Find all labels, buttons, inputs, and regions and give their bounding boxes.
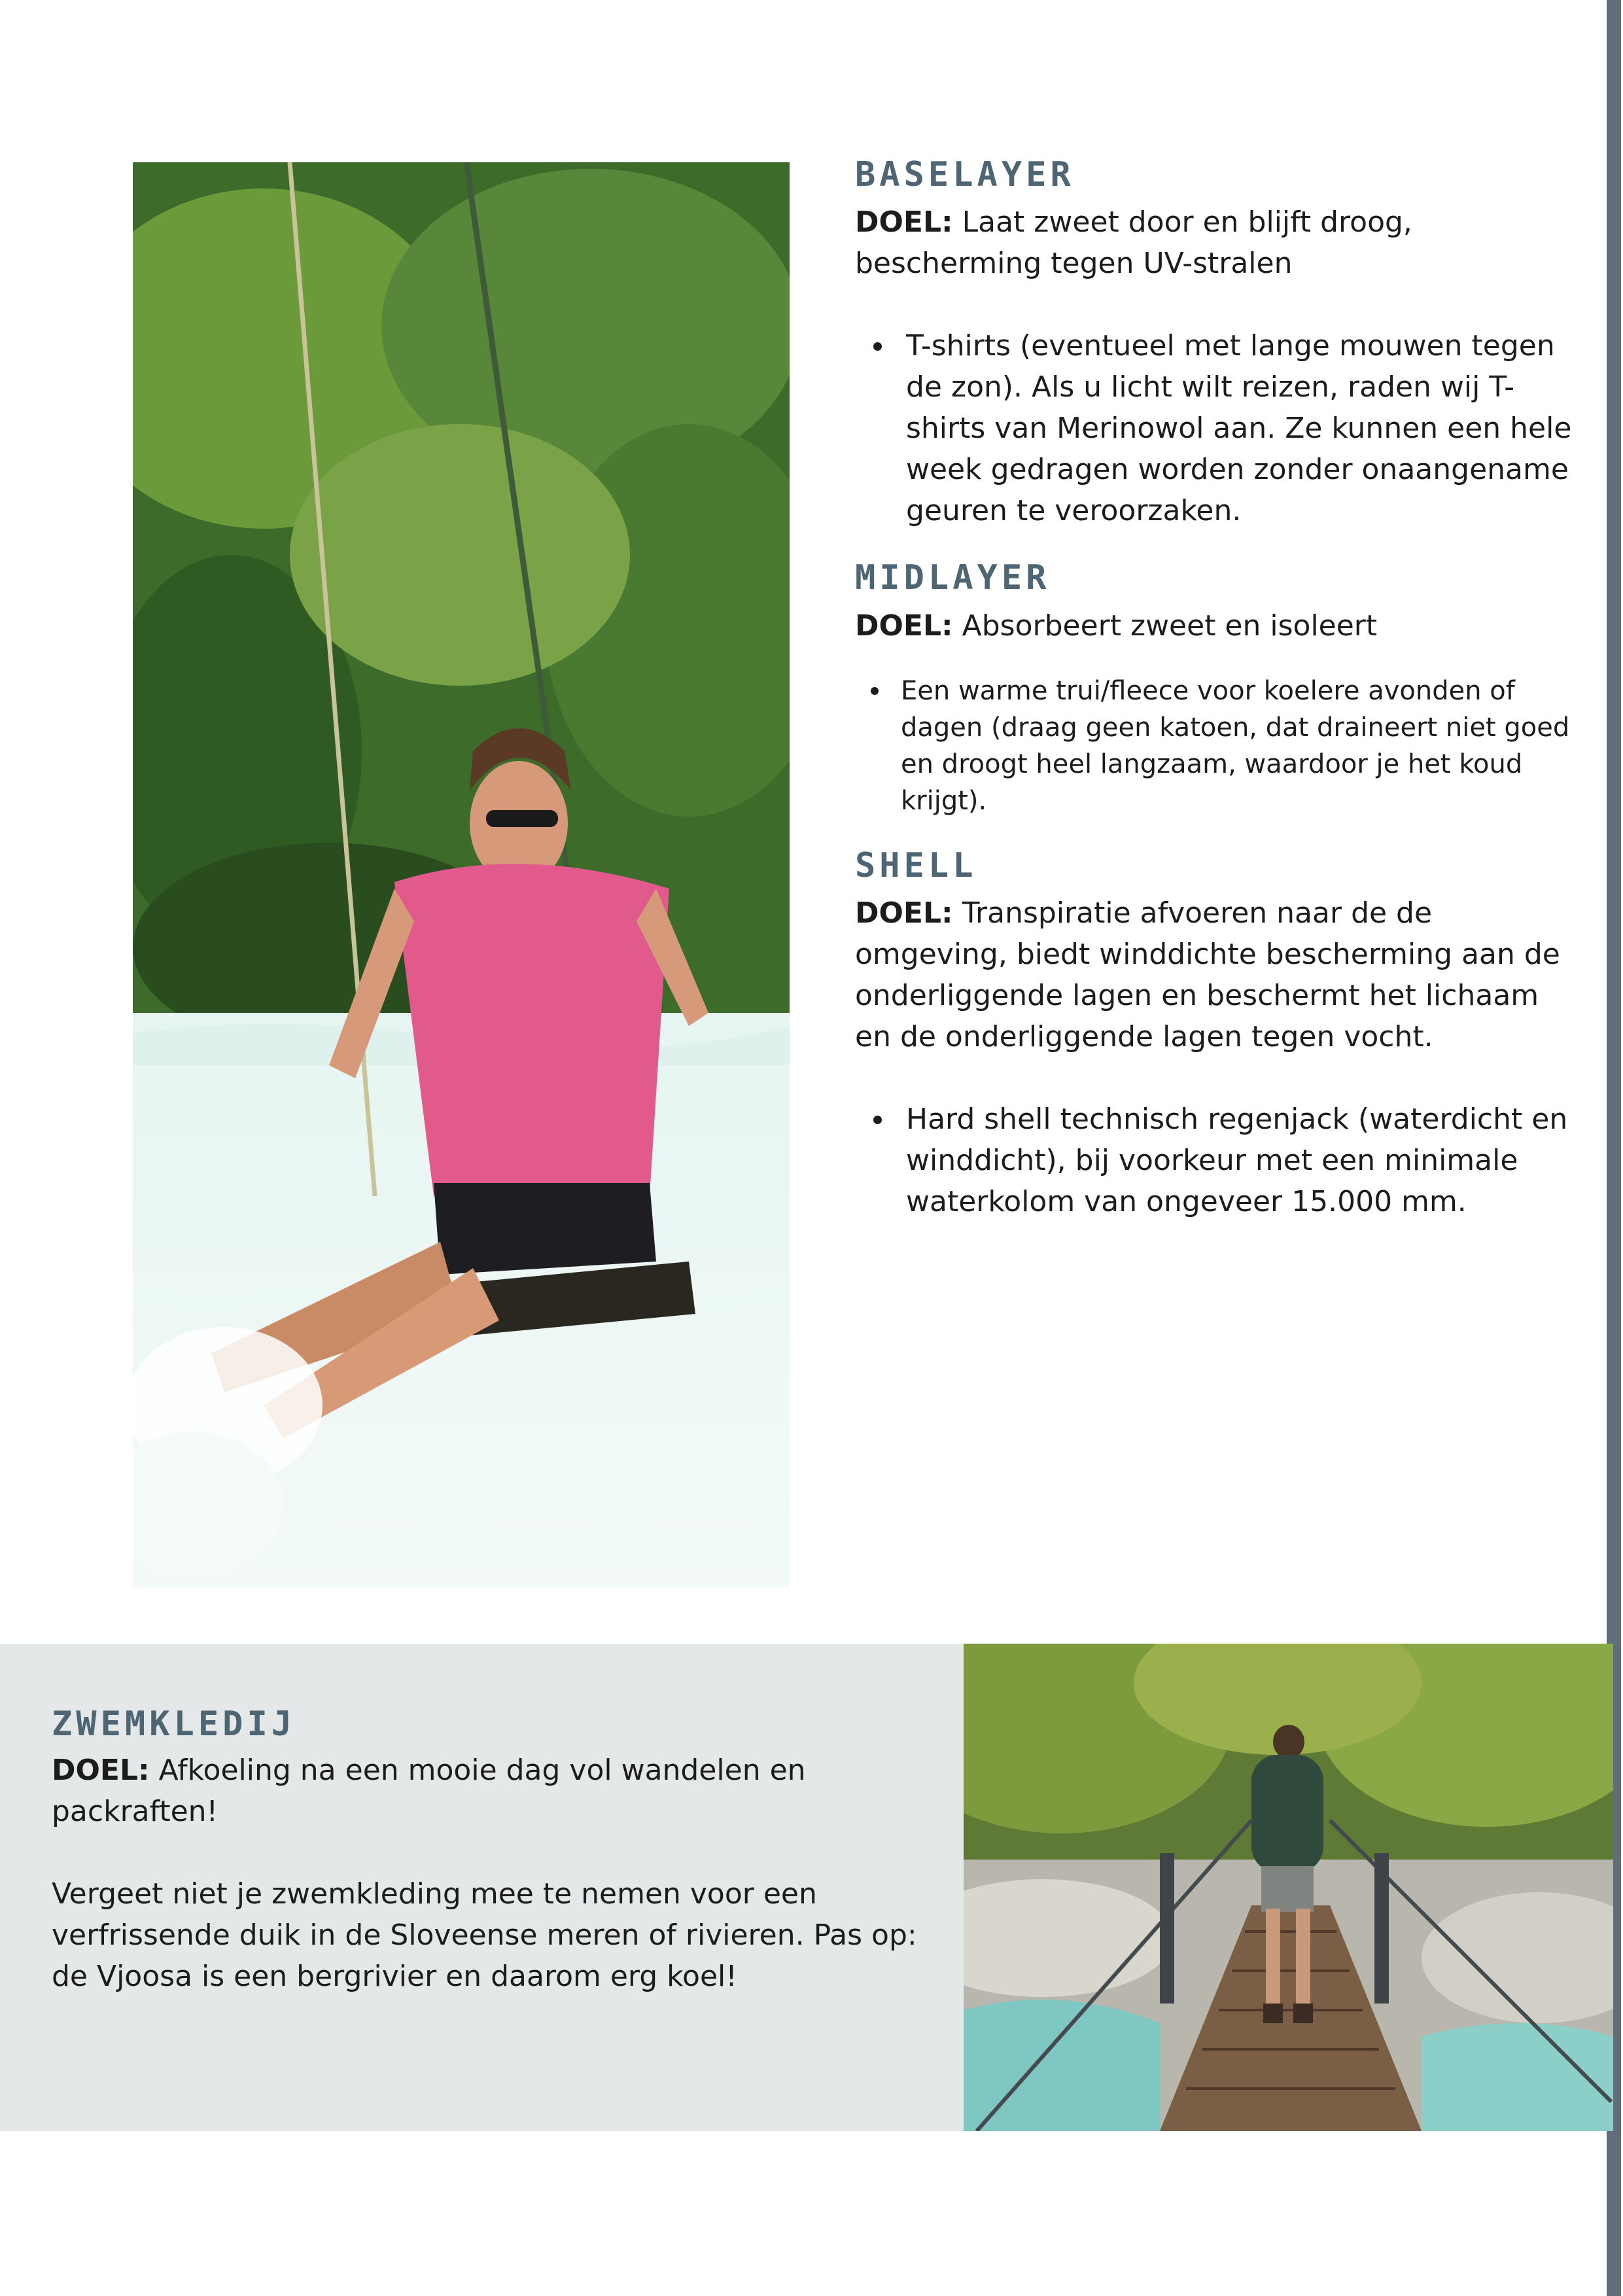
midlayer-goal	[855, 605, 1575, 646]
swimwear-goal	[52, 1750, 928, 1832]
goal-text: Laat zweet door en blijft droog, bescherming tegen UV-stralen	[855, 205, 1412, 281]
baselayer-heading: BASELAYER	[855, 155, 1075, 194]
baselayer-list	[855, 325, 1575, 531]
midlayer-heading: MIDLAYER	[855, 558, 1051, 598]
baselayer-section	[855, 154, 1575, 531]
midlayer-list	[855, 673, 1575, 819]
swimwear-text	[52, 1704, 928, 1997]
bridge-photo	[964, 1644, 1613, 2131]
goal-text: Afkoeling na een mooie dag vol wandelen en packraften!	[52, 1754, 806, 1829]
shell-heading: SHELL	[855, 845, 977, 885]
list-item: T-shirts (eventueel met lange mouwen tegen de zon). Als u licht wilt reizen, raden wij T-shirts van Merinowol aan. Ze kunnen een hele week gedragen worden zonder onaangename geuren te veroorzaken.	[855, 325, 1575, 531]
baselayer-goal	[855, 202, 1575, 284]
list-item: Hard shell technisch regenjack (waterdicht en winddicht), bij voorkeur met een minimale waterkolom van ongeveer 15.000 mm.	[855, 1099, 1575, 1222]
goal-text: Transpiratie afvoeren naar de de omgeving, biedt winddichte bescherming aan de onderliggende lagen en beschermt het lichaam en de onderliggende lagen tegen vocht.	[855, 896, 1560, 1054]
shell-goal	[855, 892, 1575, 1057]
swing-photo	[133, 162, 790, 1587]
goal-label: DOEL:	[855, 609, 953, 643]
goal-label: DOEL:	[52, 1754, 150, 1788]
swimwear-heading: ZWEMKLEDIJ	[52, 1704, 296, 1744]
goal-text: Absorbeert zweet en isoleert	[952, 609, 1378, 643]
shell-list	[855, 1099, 1575, 1222]
shell-section	[855, 845, 1575, 1222]
goal-label: DOEL:	[855, 896, 953, 930]
midlayer-section	[855, 557, 1575, 819]
goal-label: DOEL:	[855, 205, 953, 239]
list-item: Een warme trui/fleece voor koelere avonden of dagen (draag geen katoen, dat draineert niet goed en droogt heel langzaam, waardoor je het koud krijgt).	[855, 673, 1575, 819]
swimwear-paragraph: Vergeet niet je zwemkleding mee te nemen voor een verfrissende duik in de Sloveense meren of rivieren. Pas op: de Vjoosa is een bergrivier en daarom erg koel!	[52, 1877, 917, 1994]
layers-text-column	[855, 154, 1575, 1222]
